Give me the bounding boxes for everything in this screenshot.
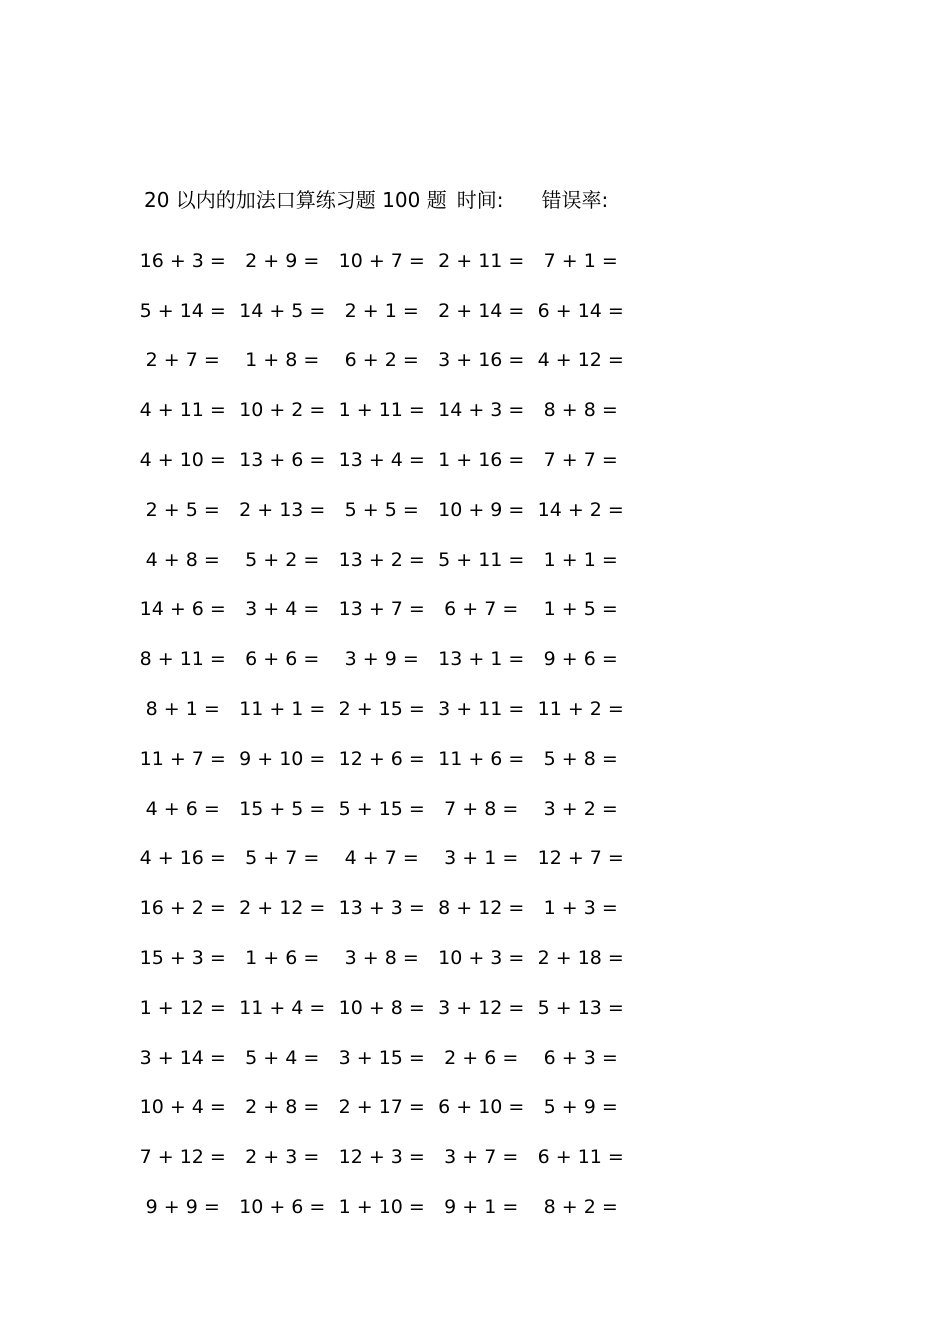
addition-problem: 3 + 7 = [444,1146,519,1169]
addition-problem: 1 + 1 = [543,548,618,571]
addition-problem: 16 + 2 = [139,897,226,920]
addition-problem: 5 + 9 = [543,1096,618,1119]
addition-problem: 4 + 8 = [145,548,220,571]
addition-problem: 12 + 3 = [338,1146,425,1169]
addition-problem: 13 + 2 = [338,548,425,571]
addition-problem: 2 + 14 = [438,299,525,322]
addition-problem: 4 + 7 = [344,847,419,870]
addition-problem: 5 + 7 = [245,847,320,870]
addition-problem: 14 + 5 = [239,299,326,322]
addition-problem: 13 + 7 = [338,598,425,621]
error-rate-label: 错误率: [541,188,609,212]
problem-row [133,535,633,585]
addition-problem: 8 + 1 = [145,698,220,721]
addition-problem: 12 + 6 = [338,747,425,770]
addition-problem: 6 + 6 = [245,648,320,671]
addition-problem: 2 + 1 = [344,299,419,322]
problem-row [133,734,633,784]
addition-problem: 15 + 5 = [239,797,326,820]
addition-problem: 11 + 1 = [239,698,326,721]
addition-problem: 5 + 14 = [139,299,226,322]
problem-row [133,1182,633,1232]
problem-row [133,485,633,535]
addition-problem: 4 + 6 = [145,797,220,820]
addition-problem: 6 + 14 = [537,299,624,322]
addition-problem: 9 + 1 = [444,1196,519,1219]
addition-problem: 2 + 13 = [239,498,326,521]
addition-problem: 11 + 7 = [139,747,226,770]
addition-problem: 7 + 8 = [444,797,519,820]
addition-problem: 5 + 15 = [338,797,425,820]
addition-problem: 11 + 4 = [239,996,326,1019]
addition-problem: 13 + 4 = [338,449,425,472]
addition-problem: 2 + 9 = [245,249,320,272]
addition-problem: 3 + 9 = [344,648,419,671]
worksheet-title: 20 以内的加法口算练习题 100 题 [144,188,447,212]
addition-problem: 8 + 8 = [543,399,618,422]
problem-row [133,385,633,435]
addition-problem: 4 + 10 = [139,449,226,472]
addition-problem: 2 + 15 = [338,698,425,721]
addition-problem: 14 + 2 = [537,498,624,521]
addition-problem: 5 + 2 = [245,548,320,571]
addition-problem: 10 + 8 = [338,996,425,1019]
addition-problem: 8 + 12 = [438,897,525,920]
problem-row [133,1132,633,1182]
addition-problem: 13 + 3 = [338,897,425,920]
addition-problem: 1 + 3 = [543,897,618,920]
addition-problem: 13 + 1 = [438,648,525,671]
addition-problem: 6 + 3 = [543,1046,618,1069]
addition-problem: 16 + 3 = [139,249,226,272]
addition-problem: 3 + 1 = [444,847,519,870]
problem-row [133,684,633,734]
addition-problem: 9 + 9 = [145,1196,220,1219]
addition-problem: 4 + 16 = [139,847,226,870]
addition-problem: 1 + 16 = [438,449,525,472]
worksheet-header [144,187,608,213]
addition-problem: 6 + 10 = [438,1096,525,1119]
addition-problem: 2 + 6 = [444,1046,519,1069]
addition-problem: 7 + 12 = [139,1146,226,1169]
addition-problem: 10 + 6 = [239,1196,326,1219]
addition-problem: 2 + 17 = [338,1096,425,1119]
addition-problem: 11 + 2 = [537,698,624,721]
addition-problem: 1 + 12 = [139,996,226,1019]
addition-problem: 6 + 7 = [444,598,519,621]
addition-problem: 1 + 6 = [245,947,320,970]
addition-problem: 3 + 16 = [438,349,525,372]
addition-problem: 7 + 7 = [543,449,618,472]
addition-problem: 5 + 8 = [543,747,618,770]
problem-row [133,236,633,286]
problem-row [133,784,633,834]
addition-problem: 5 + 13 = [537,996,624,1019]
addition-problem: 9 + 6 = [543,648,618,671]
addition-problem: 5 + 5 = [344,498,419,521]
addition-problem: 7 + 1 = [543,249,618,272]
addition-problem: 4 + 11 = [139,399,226,422]
problem-row [133,834,633,884]
addition-problem: 2 + 7 = [145,349,220,372]
addition-problem: 3 + 12 = [438,996,525,1019]
addition-problem: 10 + 9 = [438,498,525,521]
addition-problem: 8 + 2 = [543,1196,618,1219]
addition-problem: 14 + 6 = [139,598,226,621]
addition-problem: 2 + 12 = [239,897,326,920]
addition-problem: 12 + 7 = [537,847,624,870]
addition-problem: 10 + 3 = [438,947,525,970]
addition-problem: 14 + 3 = [438,399,525,422]
addition-problem: 2 + 18 = [537,947,624,970]
addition-problem: 1 + 11 = [338,399,425,422]
problem-row [133,1083,633,1133]
problem-row [133,286,633,336]
problem-row [133,336,633,386]
addition-problem: 15 + 3 = [139,947,226,970]
problem-row [133,983,633,1033]
addition-problem: 1 + 5 = [543,598,618,621]
addition-problem: 8 + 11 = [139,648,226,671]
addition-problem: 3 + 14 = [139,1046,226,1069]
addition-problem: 13 + 6 = [239,449,326,472]
problem-row [133,435,633,485]
addition-problem: 1 + 10 = [338,1196,425,1219]
addition-problem: 2 + 8 = [245,1096,320,1119]
addition-problem: 5 + 11 = [438,548,525,571]
addition-problem: 10 + 2 = [239,399,326,422]
addition-problem: 4 + 12 = [537,349,624,372]
problem-row [133,634,633,684]
problem-row [133,933,633,983]
problem-row [133,883,633,933]
addition-problem: 10 + 7 = [338,249,425,272]
time-label: 时间: [456,188,504,212]
addition-problem: 3 + 2 = [543,797,618,820]
addition-problem: 6 + 11 = [537,1146,624,1169]
addition-problem: 3 + 8 = [344,947,419,970]
addition-problem: 6 + 2 = [344,349,419,372]
addition-problem: 2 + 11 = [438,249,525,272]
addition-problem: 9 + 10 = [239,747,326,770]
addition-problem: 2 + 3 = [245,1146,320,1169]
problem-grid [133,236,633,1232]
addition-problem: 1 + 8 = [245,349,320,372]
problem-row [133,585,633,635]
addition-problem: 10 + 4 = [139,1096,226,1119]
addition-problem: 3 + 15 = [338,1046,425,1069]
addition-problem: 3 + 4 = [245,598,320,621]
addition-problem: 11 + 6 = [438,747,525,770]
addition-problem: 5 + 4 = [245,1046,320,1069]
problem-row [133,1033,633,1083]
addition-problem: 2 + 5 = [145,498,220,521]
addition-problem: 3 + 11 = [438,698,525,721]
